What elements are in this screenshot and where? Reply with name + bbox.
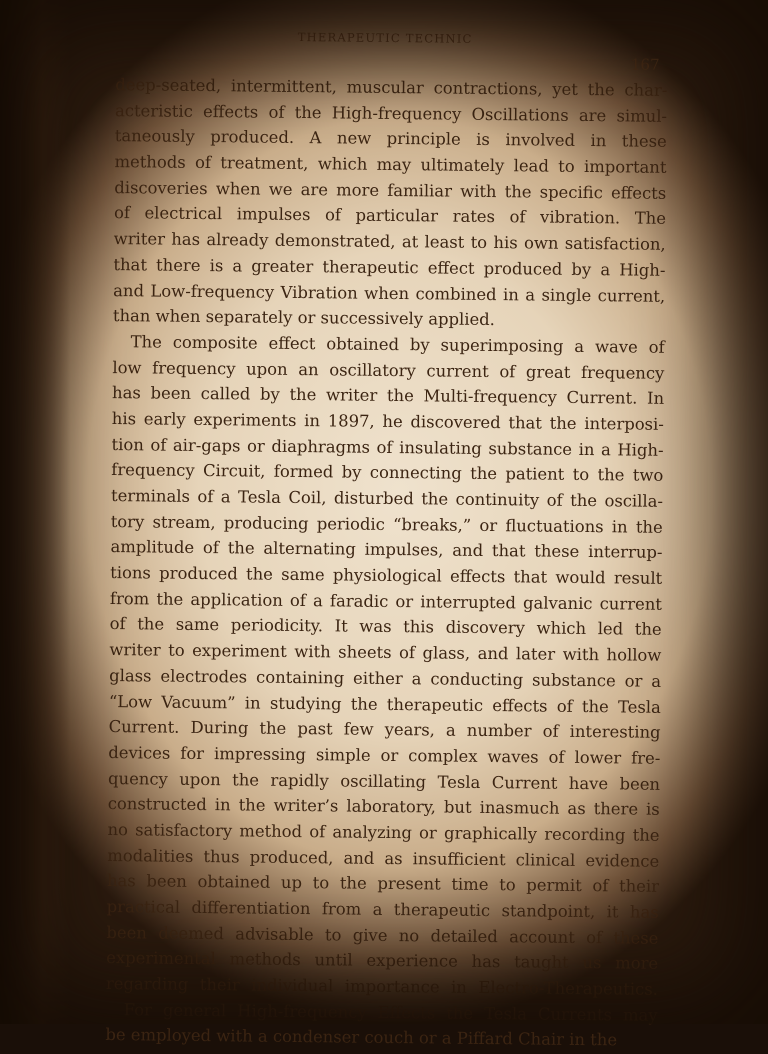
body-text [105, 72, 667, 1054]
book-page [98, 22, 668, 1050]
text-line: modalities thus produced, and as insufficient clinical evidence [107, 845, 660, 871]
page-number: 167 [630, 55, 660, 74]
text-line: “Low Vacuum” in studying the therapeutic effects of the Tesla [108, 691, 661, 717]
running-head: THERAPEUTIC TECHNIC [297, 29, 473, 46]
book-spine-shadow [0, 0, 70, 1024]
text-line: frequency Circuit, formed by connecting the patient to the two [111, 460, 664, 486]
text-line: For general High-frequency Effects the Tesla Currents may [123, 999, 658, 1025]
text-line: writer has already demonstrated, at least to his own satisfaction, [113, 229, 666, 254]
text-line: glass electrodes containing either a conducting substance or a [109, 665, 662, 691]
text-line: than when separately or successively applied. [112, 306, 496, 330]
text-line: devices for impressing simple or complex waves of lower fre- [108, 742, 661, 768]
text-line: amplitude of the alternating impulses, and that these interrup- [110, 537, 663, 563]
text-line: that there is a greater therapeutic effect produced by a High- [113, 254, 666, 280]
text-line: has been obtained up to the present time to permit of their [106, 871, 660, 897]
text-line: been deemed advisable to give no detailed account of these [106, 922, 659, 948]
text-line: regarding their individual importance in Electro-Therapeutics. [105, 974, 658, 999]
text-line: low frequency upon an oscillatory current of great frequency [112, 357, 665, 383]
text-line: writer to experiment with sheets of glass, and later with hollow [109, 640, 662, 665]
text-line: his early experiments in 1897, he discovered that the interposi- [111, 409, 664, 434]
text-line: experimental methods until experience has taught us more [106, 948, 659, 974]
text-line: The composite effect obtained by superimposing a wave of [130, 332, 665, 357]
text-line: Current. During the past few years, a number of interesting [108, 717, 661, 743]
text-line: taneously produced. A new principle is involved in these [114, 126, 667, 152]
text-line: be employed with a condenser couch or a Piffard Chair in the [105, 1025, 618, 1050]
text-line: tion of air-gaps or diaphragms of insulating substance in a High- [111, 434, 664, 460]
text-line: discoveries when we are more familiar with the specific effects [114, 177, 667, 203]
text-line: tory stream, producing periodic “breaks,” or fluctuations in the [110, 511, 663, 537]
text-line: deep-seated, intermittent, muscular contractions, yet the char- [115, 75, 668, 100]
text-line: methods of treatment, which may ultimately lead to important [114, 152, 667, 177]
text-line: terminals of a Tesla Coil, disturbed the continuity of the oscilla- [110, 486, 664, 511]
text-line: constructed in the writer’s laboratory, but inasmuch as there is [107, 794, 660, 820]
text-line: of electrical impulses of particular rates of vibration. The [113, 203, 667, 229]
text-line: practical differentiation from a therapeutic standpoint, it has [106, 897, 659, 922]
text-line: no satisfactory method of analyzing or graphically recording the [107, 819, 660, 845]
text-line: has been called by the writer the Multi-frequency Current. In [112, 383, 665, 409]
text-line: tions produced the same physiological effects that would result [110, 563, 663, 588]
text-line: acteristic effects of the High-frequency Oscillations are simul- [114, 100, 668, 126]
text-line: and Low-frequency Vibration when combined in a single current, [113, 280, 666, 306]
text-line: of the same periodicity. It was this discovery which led the [109, 614, 662, 640]
text-line: from the application of a faradic or interrupted galvanic current [109, 588, 663, 614]
text-line: quency upon the rapidly oscillating Tesla Current have been [107, 768, 661, 794]
